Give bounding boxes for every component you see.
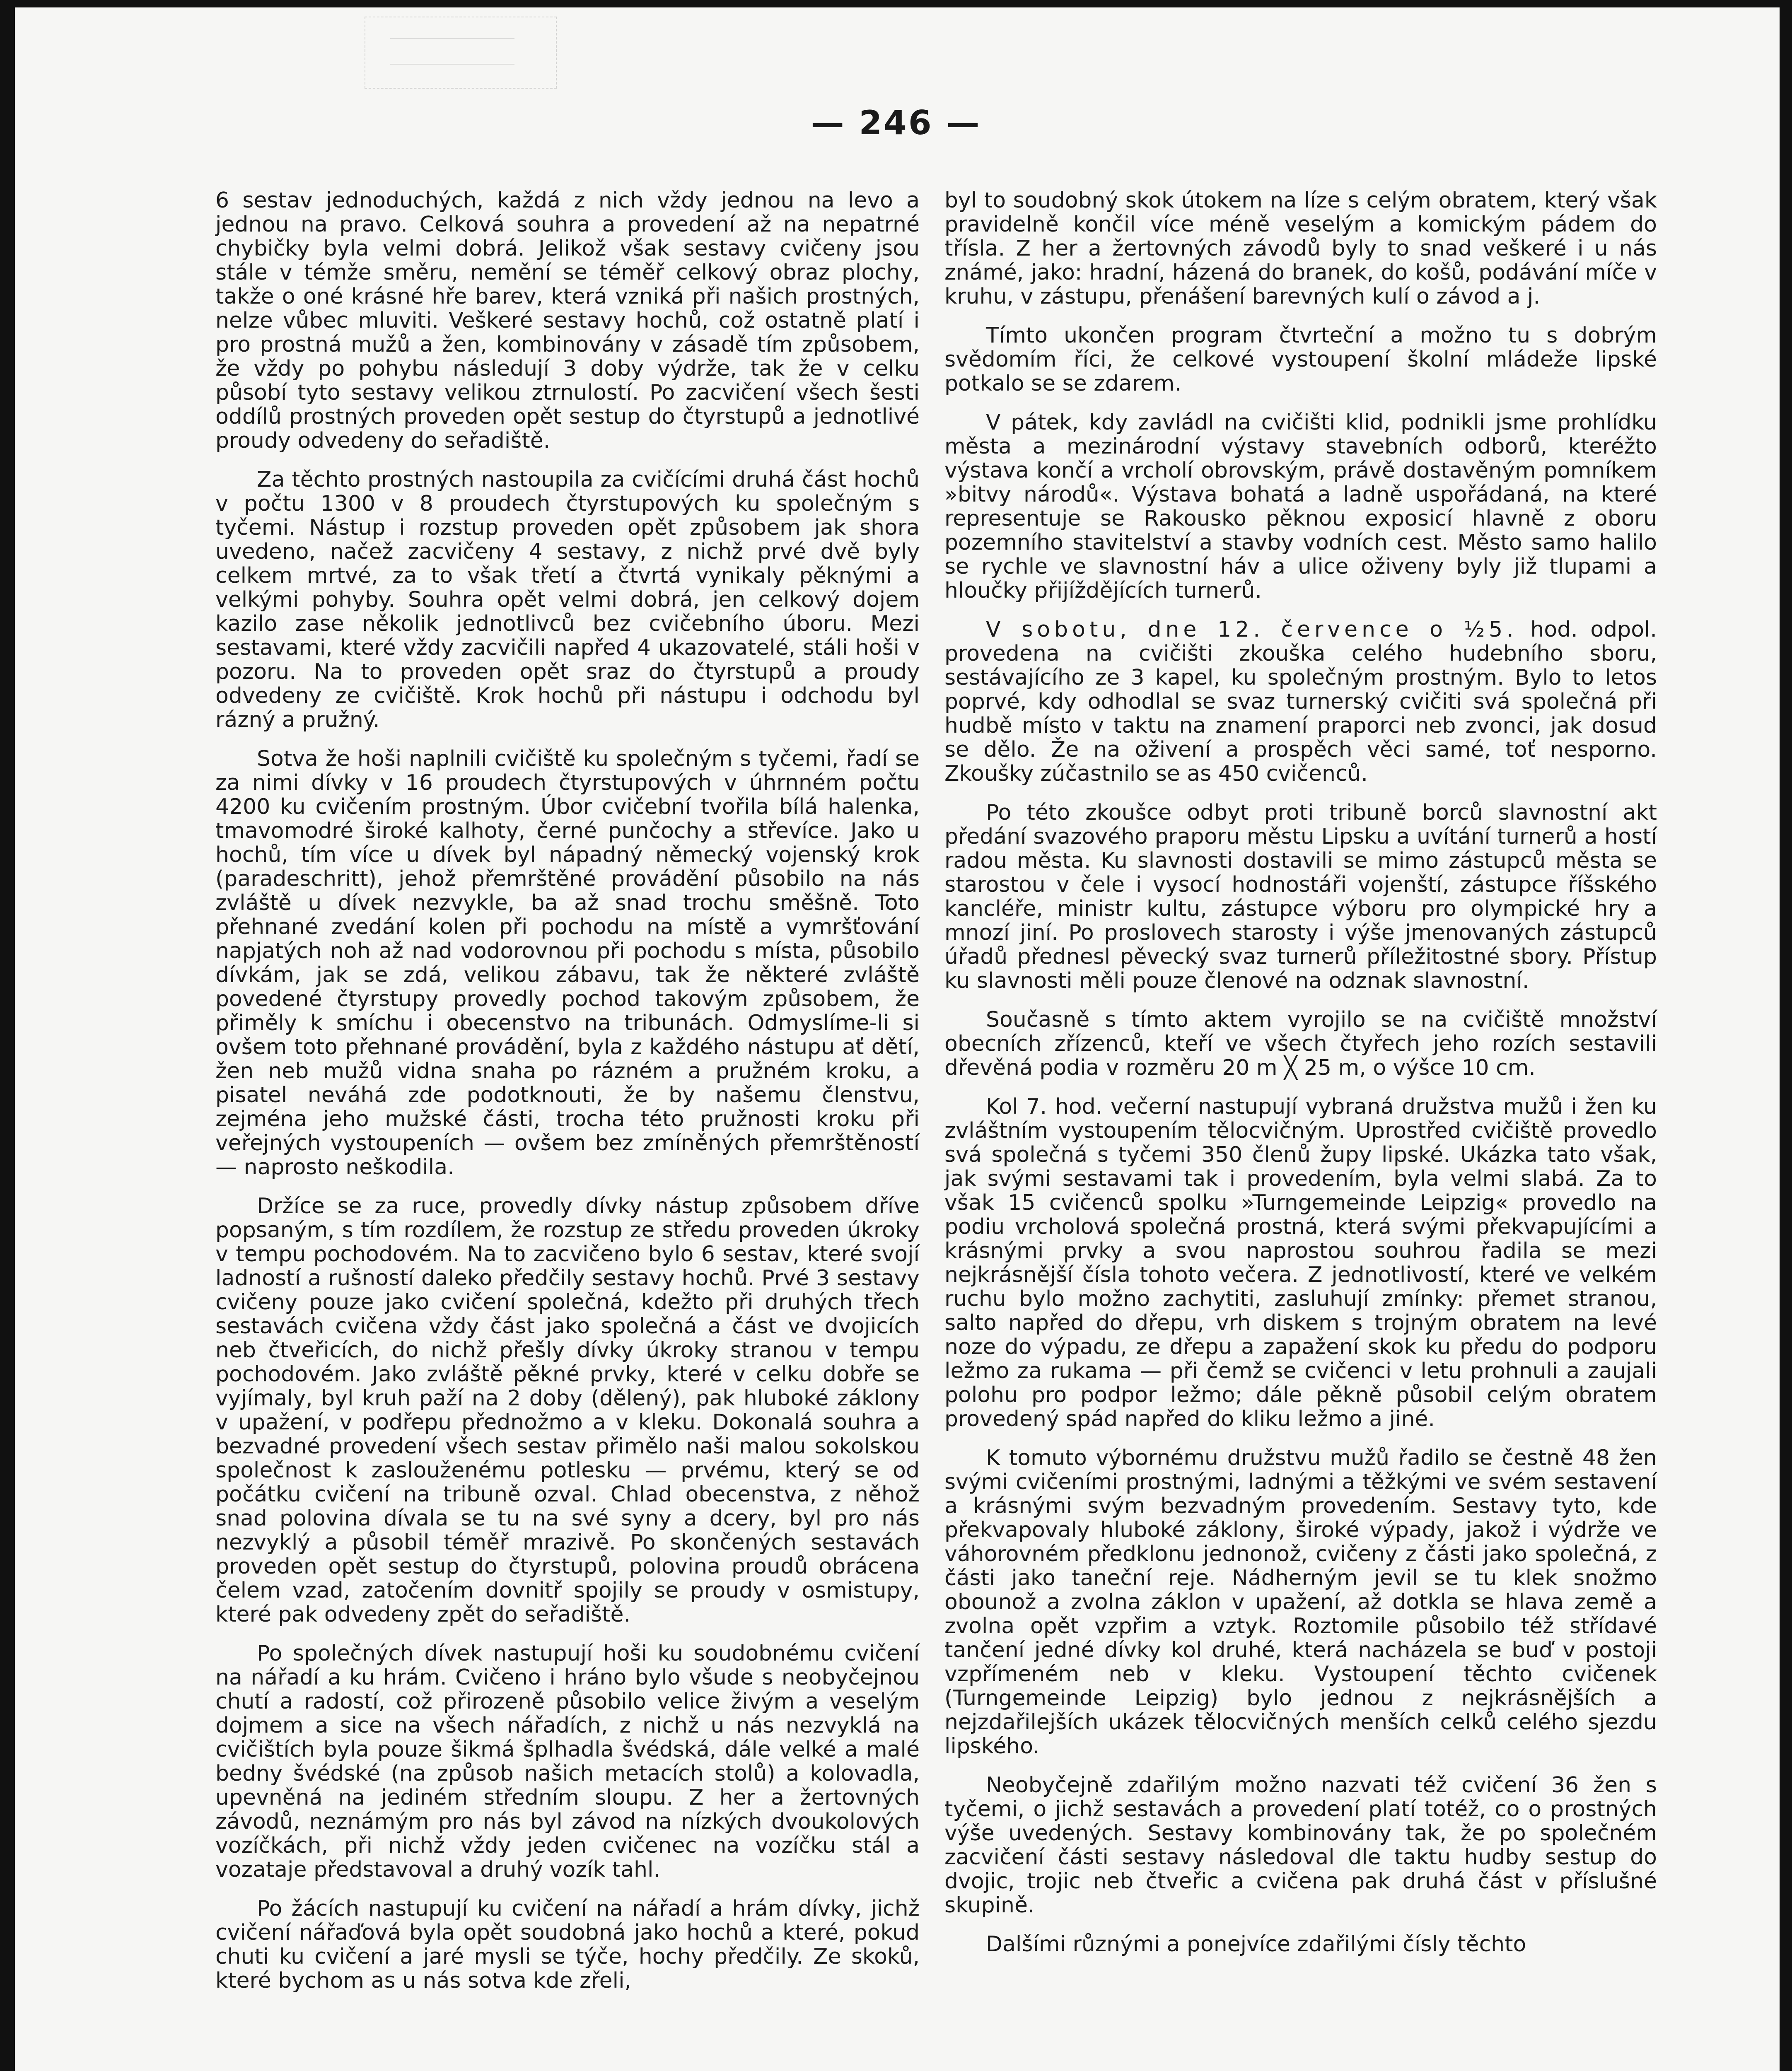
paragraph (944, 618, 1657, 786)
paragraph: K tomuto výbornému družstvu mužů řadilo se čestně 48 žen svými cvičeními prostnými, ladnými a těžkými ve svém sestavení a krásnými svým bezvadným provedením. Sestavy tyto, kde překvapovaly hluboké záklony, široké výpady, jakož i výdrže ve váhorovném předklonu jednonož, cvičeny z části jako společná, z části jako taneční reje. Nádherným jevil se tu klek snožmo obounož a zvolna záklon v upažení, až dotkla se hlava země a zvolna opět vzpřim a vztyk. Roztomile působilo též střídavé tančení jedné dívky kol druhé, která nacházela se buď v postoji vzpřímeném neb v kleku. Vystoupení těchto cvičenek (Turngemeinde Leipzig) bylo jednou z nejkrásnějších a nejzdařilejších ukázek tělocvičných menších celků celého sjezdu lipského. (944, 1446, 1657, 1759)
paragraph: Tímto ukončen program čtvrteční a možno tu s dobrým svědomím říci, že celkové vystoupení školní mládeže lipské potkalo se se zdarem. (944, 323, 1657, 396)
right-column (944, 188, 1657, 1971)
scan-border-right (1780, 0, 1792, 2071)
scan-border-left (0, 0, 15, 2071)
spaced-date-heading: V sobotu, dne 12. července o ½5. (986, 617, 1518, 642)
paragraph: Neobyčejně zdařilým možno nazvati též cvičení 36 žen s tyčemi, o jichž sestavách a provedení platí totéž, co o prostných výše uvedených. Sestavy kombinovány tak, že po společném zacvičení části sestavy následoval dle taktu hudby sestup do dvojic, trojic neb čtveřic a cvičena pak druhá část v příslušné skupině. (944, 1773, 1657, 1918)
paragraph: Po této zkoušce odbyt proti tribuně borců slavnostní akt předání svazového praporu městu Lipsku a uvítání turnerů a hostí radou města. Ku slavnosti dostavili se mimo zástupců města se starostou v čele i vysocí hodnostáři vojenští, zástupce říšského kancléře, ministr kultu, zástupce výboru pro olympické hry a mnozí jiní. Po proslovech starosty i výše jmenovaných zástupců úřadů přednesl pěvecký svaz turnerů příležitostné sbory. Přístup ku slavnosti měli pouze členové na odznak slavnostní. (944, 800, 1657, 993)
scan-border-top (0, 0, 1792, 7)
faded-library-stamp (365, 17, 557, 89)
paragraph: Za těchto prostných nastoupila za cvičícími druhá část hochů v počtu 1300 v 8 proudech čtyrstupových ku společným s tyčemi. Nástup i rozstup proveden opět způsobem jak shora uvedeno, načež zacvičeny 4 sestavy, z nichž prvé dvě byly celkem mrtvé, za to však třetí a čtvrtá vynikaly pěknými a velkými pohyby. Souhra opět velmi dobrá, jen celkový dojem kazilo zase několik jednotlivců bez cvičebního úboru. Mezi sestavami, které vždy zacvičili napřed 4 ukazovatelé, stáli hoši v pozoru. Na to proveden opět sraz do čtyrstupů a proudy odvedeny ze cvičiště. Krok hochů při nástupu i odchodu byl rázný a pružný. (215, 467, 920, 732)
left-column (215, 188, 920, 2008)
paragraph: 6 sestav jednoduchých, každá z nich vždy jednou na levo a jednou na pravo. Celková souhra a provedení až na nepatrné chybičky byla velmi dobrá. Jelikož však sestavy cvičeny jsou stále v témže směru, nemění se téměř celkový obraz plochy, takže o oné krásné hře barev, která vzniká při našich prostných, nelze vůbec mluviti. Veškeré sestavy hochů, což ostatně platí i pro prostná mužů a žen, kombinovány v zásadě tím způsobem, že vždy po pohybu následují 3 doby výdrže, tak že v celku působí tyto sestavy velikou ztrnulostí. Po zacvičení všech šesti oddílů prostných proveden opět sestup do čtyrstupů a jednotlivé proudy odvedeny do seřadiště. (215, 188, 920, 453)
paragraph: Dalšími různými a ponejvíce zdařilými čísly těchto (986, 1932, 1526, 1957)
paragraph: Po společných dívek nastupují hoši ku soudobnému cvičení na nářadí a ku hrám. Cvičeno i hráno bylo všude s neobyčejnou chutí a radostí, což přirozeně působilo velice živým a veselým dojmem a sice na všech nářadích, z nichž u nás nezvyklá na cvičištích byla pouze šikmá šplhadla švédská, dále velké a malé bedny švédské (na způsob našich metacích stolů) a kolovadla, upevněná na jediném středním sloupu. Z her a žertovných závodů, neznámým pro nás byl závod na nízkých dvoukolových vozíčkách, při nichž vždy jeden cvičenec na vozíčku stál a vozataje představoval a druhý vozík tahl. (215, 1641, 920, 1882)
paragraph-body: hod. odpol. provedena na cvičišti zkouška celého hudebního sboru, sestávajícího ze 3 kapel, ku společným prostným. Bylo to letos poprvé, kdy odhodlal se svaz turnerský cvičiti svá společná při hudbě místo v taktu na znamení praporci neb zvonci, jak dosud se dělo. Že na oživení a prospěch věci samé, toť nesporno. Zkoušky zúčastnilo se as 450 cvičenců. (944, 617, 1657, 786)
paragraph: Současně s tímto aktem vyrojilo se na cvičiště množství obecních zřízenců, kteří ve všech čtyřech jeho rozích sestavili dřevěná podia v rozměru 20 m ╳ 25 m, o výšce 10 cm. (944, 1007, 1657, 1080)
paragraph: byl to soudobný skok útokem na líze s celým obratem, který však pravidelně končil více méně veselým a komickým pádem do třísla. Z her a žertovných závodů byly to snad veškeré i u nás známé, jako: hradní, házená do branek, do košů, podávání míče v kruhu, v zástupu, přenášení barevných kulí o závod a j. (944, 188, 1657, 309)
paragraph: Kol 7. hod. večerní nastupují vybraná družstva mužů i žen ku zvláštním vystoupením tělocvičným. Uprostřed cvičiště provedlo svá společná s tyčemi 350 členů župy lipské. Ukázka tato však, jak svými sestavami tak i provedením, byla velmi slabá. Za to však 15 cvičenců spolku »Turngemeinde Leipzig« provedlo na podiu vrcholová společná prostná, která svými překvapujícími a krásnými prvky a svou naprostou souhrou řadila se mezi nejkrásnější čísla tohoto večera. Z jednotlivostí, které ve velkém ruchu bylo možno zachytiti, zasluhují zmínky: přemet stranou, salto napřed do dřepu, vrh diskem s trojným obratem na levé noze do výpadu, ze dřepu a zapažení skok ku předu do podporu ležmo za rukama — při čemž se cvičenci v letu prohnuli a zaujali polohu pro podpor ležmo; dále pěkně působil celým obratem provedený spád napřed do kliku ležmo a jiné. (944, 1094, 1657, 1431)
paragraph: Sotva že hoši naplnili cvičiště ku společným s tyčemi, řadí se za nimi dívky v 16 proudech čtyrstupových v úhrnném počtu 4200 ku cvičením prostným. Úbor cvičební tvořila bílá halenka, tmavomodré široké kalhoty, černé punčochy a střevíce. Jako u hochů, tím více u dívek byl nápadný německý vojenský krok (paradeschritt), jehož přemrštěné provádění působilo na nás zvláště u dívek nezvykle, ba až snad trochu směšně. Toto přehnané zvedání kolen při pochodu na místě a vymršťování napjatých noh až nad vodorovnou při pochodu s místa, působilo dívkám, jak se zdá, velikou zábavu, tak že některé zvláště povedené čtyrstupy provedly pochod takovým způsobem, že přiměly k smíchu i obecenstvo na tribunách. Odmyslíme-li si ovšem toto přehnané provádění, byla z každého nástupu ať dětí, žen neb mužů vidna snaha po rázném a pružném kroku, a pisatel neváhá zde podotknouti, že by našemu členstvu, zejména jeho mužské části, trocha této pružnosti kroku při veřejných vystoupeních — ovšem bez zmíněných přemrštěností — naprosto neškodila. (215, 746, 920, 1180)
paragraph: Držíce se za ruce, provedly dívky nástup způsobem dříve popsaným, s tím rozdílem, že rozstup ze středu proveden úkroky v tempu pochodovém. Na to zacvičeno bylo 6 sestav, které svojí ladností a rušností daleko předčily sestavy hochů. Prvé 3 sestavy cvičeny pouze jako cvičení společná, kdežto při druhých třech sestavách cvičena vždy část jako společná a část ve dvojicích neb čtveřicích, do nichž přešly dívky úkroky stranou v tempu pochodovém. Jako zvláště pěkné prvky, které v celku dobře se vyjímaly, byl kruh paží na 2 doby (dělený), pak hluboké záklony v upažení, v podřepu přednožmo a v kleku. Dokonalá souhra a bezvadné provedení všech sestav přimělo naši malou sokolskou společnost k zaslouženému potlesku — prvému, který se od počátku cvičení na tribuně ozval. Chlad obecenstva, z něhož snad polovina dívala se tu na své syny a dcery, byl pro nás nezvyklý a působil téměř mrazivě. Po skončených sestavách proveden opět sestup do čtyrstupů, polovina proudů obrácena čelem vzad, zatočením dovnitř spojily se proudy v osmistupy, které pak odvedeny zpět do seřadiště. (215, 1194, 920, 1627)
paragraph: V pátek, kdy zavládl na cvičišti klid, podnikli jsme prohlídku města a mezinárodní výstavy stavebních odborů, kteréžto výstava končí a vrcholí obrovským, právě dostavěným pomníkem »bitvy národů«. Výstava bohatá a ladně uspořádaná, na které representuje se Rakousko pěknou exposicí hlavně z oboru pozemního stavitelství a stavby vodních cest. Město samo halilo se rychle ve slavnostní háv a ulice oživeny byly již tlupami a hloučky přijíždějících turnerů. (944, 410, 1657, 603)
paragraph: Po žácích nastupují ku cvičení na nářadí a hrám dívky, jichž cvičení nářaďová byla opět soudobná jako hochů a které, pokud chuti ku cvičení a jaré mysli se týče, hochy předčily. Ze skoků, které bychom as u nás sotva kde zřeli, (215, 1896, 920, 1993)
page-number: — 246 — (811, 104, 981, 142)
